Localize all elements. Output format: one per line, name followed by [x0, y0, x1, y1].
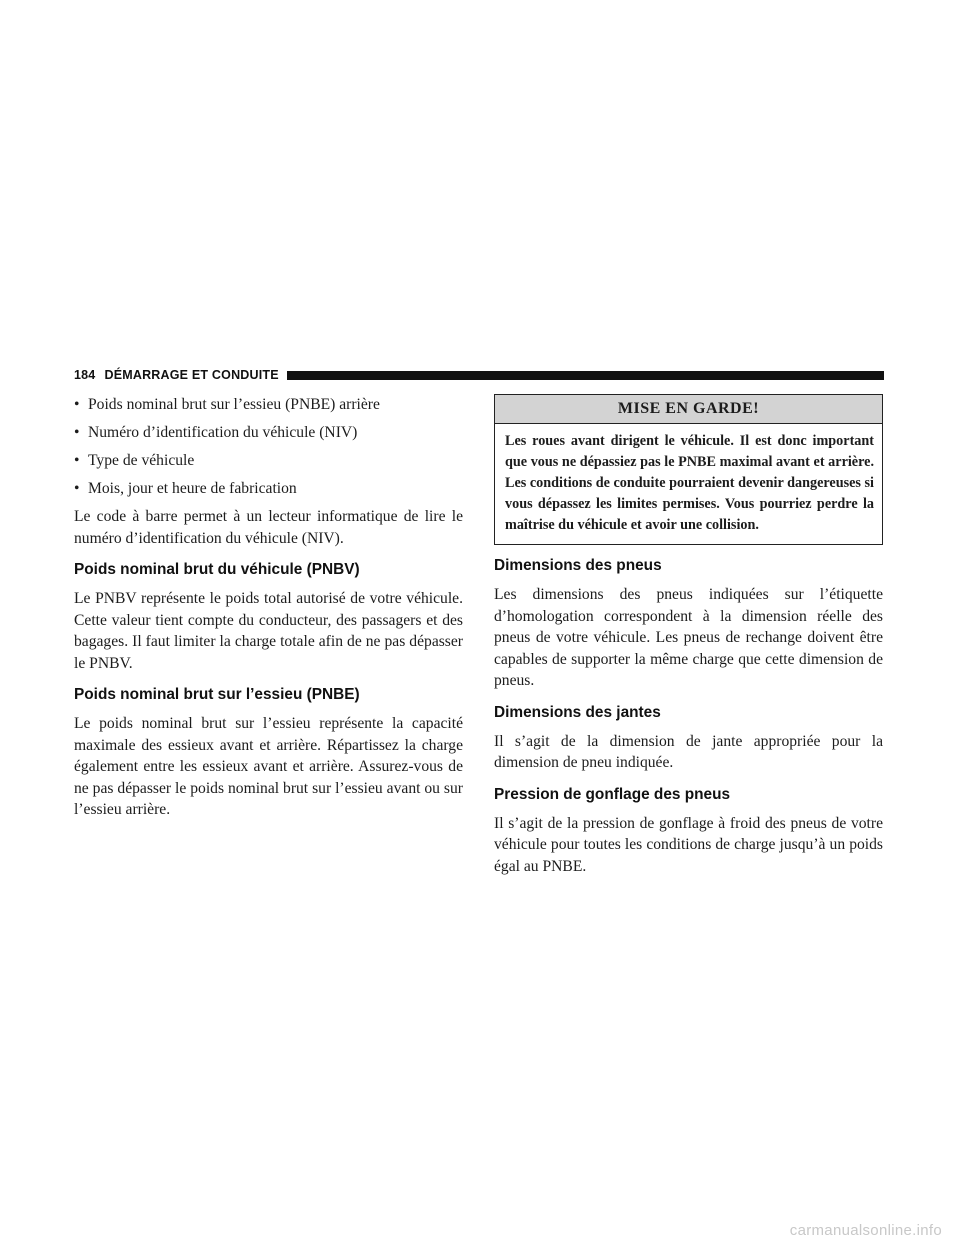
list-item: • Numéro d’identification du véhicule (NIV) [74, 424, 358, 441]
right-column [494, 394, 883, 887]
watermark: carmanualsonline.info [789, 1222, 942, 1239]
list-item: • Mois, jour et heure de fabrication [74, 480, 297, 497]
bullet-icon: • [74, 480, 80, 497]
rim-paragraph: Il s’agit de la dimension de jante appropriée pour la dimension de pneu indiquée. [494, 732, 883, 771]
list-item: • Type de véhicule [74, 452, 195, 469]
pnbv-paragraph: Le PNBV représente le poids total autorisé de votre véhicule. Cette valeur tient compte du conducteur, des passagers et des bagages. Il faut limiter la charge totale afin de ne pas dépasser le PNBV. [74, 590, 463, 672]
bullet-icon: • [74, 452, 80, 469]
pressure-paragraph: Il s’agit de la pression de gonflage à froid des pneus de votre véhicule pour toutes les conditions de charge jusqu’à un poids égal au PNBE. [494, 814, 883, 875]
rim-heading: Dimensions des jantes [494, 703, 661, 721]
bullet-icon: • [74, 424, 80, 441]
tire-size-paragraph: Les dimensions des pneus indiquées sur l’étiquette d’homologation correspondent à la dimension réelle des pneus de votre véhicule. Les pneus de rechange doivent être capables de supporter la même charge que cette dimension de pneus. [494, 586, 883, 689]
pnbv-heading: Poids nominal brut du véhicule (PNBV) [74, 561, 360, 578]
barcode-paragraph: Le code à barre permet à un lecteur informatique de lire le numéro d’identification du véhicule (NIV). [74, 508, 463, 547]
bullet-icon: • [74, 396, 80, 413]
header-rule [287, 371, 884, 380]
pressure-heading: Pression de gonflage des pneus [494, 785, 731, 803]
page-number: 184 [74, 368, 96, 382]
page-header [74, 366, 884, 384]
left-column [74, 394, 463, 831]
section-title: DÉMARRAGE ET CONDUITE [104, 368, 279, 382]
warning-box [494, 394, 883, 545]
bullet-list [74, 394, 463, 499]
warning-text: Les roues avant dirigent le véhicule. Il est donc important que vous ne dépassiez pas le PNBE maximal avant et arrière. Les conditions de conduite pourraient devenir dangereuses si vous dépassez les limites permises. Vous pourriez perdre la maîtrise du véhicule et avoir une collision. [505, 433, 874, 533]
list-item: • Poids nominal brut sur l’essieu (PNBE) arrière [74, 396, 380, 413]
warning-title: MISE EN GARDE! [495, 395, 882, 424]
tire-size-heading: Dimensions des pneus [494, 557, 662, 574]
pnbe-paragraph: Le poids nominal brut sur l’essieu représente la capacité maximale des essieux avant et arrière. Répartissez la charge également entre les essieux avant et arrière. Assurez-vous de ne pas dépasser le poids nominal brut sur l’essieu avant ou sur l’essieu arrière. [74, 715, 463, 818]
pnbe-heading: Poids nominal brut sur l’essieu (PNBE) [74, 686, 360, 703]
